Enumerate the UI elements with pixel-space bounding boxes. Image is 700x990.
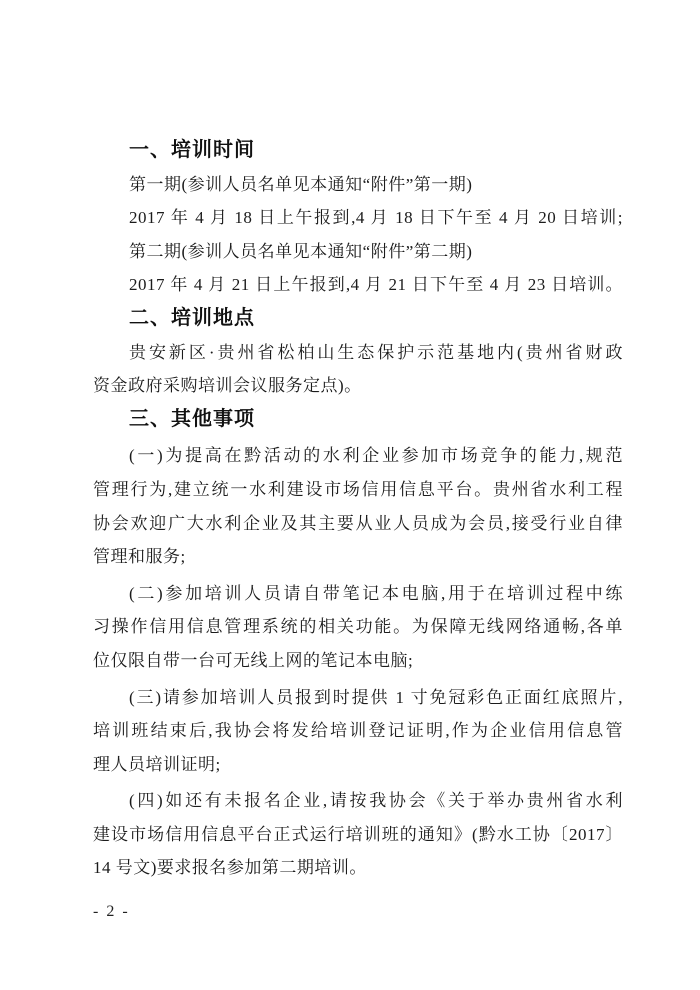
section-2-heading: 二、培训地点 [129, 306, 255, 329]
paragraph-line: (四)如还有未报名企业,请按我协会《关于举办贵州省水利 [129, 791, 623, 811]
paragraph-line: 2017 年 4 月 21 日上午报到,4 月 21 日下午至 4 月 23 日培训。 [129, 275, 623, 295]
paragraph-line: 14 号文)要求报名参加第二期培训。 [93, 858, 367, 878]
paragraph-line: (一)为提高在黔活动的水利企业参加市场竞争的能力,规范 [129, 446, 623, 466]
paragraph-line: 建设市场信用信息平台正式运行培训班的通知》(黔水工协〔2017〕 [93, 824, 623, 844]
paragraph-line: 资金政府采购培训会议服务定点)。 [93, 376, 362, 396]
paragraph-line: 位仅限自带一台可无线上网的笔记本电脑; [93, 650, 414, 670]
document-body [93, 134, 623, 885]
section-3-heading: 三、其他事项 [129, 407, 255, 430]
paragraph-line: (三)请参加培训人员报到时提供 1 寸免冠彩色正面红底照片, [129, 687, 623, 707]
paragraph-line: 管理和服务; [93, 547, 186, 567]
paragraph-line: (二)参加培训人员请自带笔记本电脑,用于在培训过程中练 [129, 583, 623, 603]
paragraph-line: 第二期(参训人员名单见本通知“附件”第二期) [129, 241, 473, 261]
paragraph-line: 培训班结束后,我协会将发给培训登记证明,作为企业信用信息管 [93, 721, 623, 741]
page-number: - 2 - [93, 903, 130, 920]
paragraph-line: 理人员培训证明; [93, 754, 221, 774]
paragraph-line: 2017 年 4 月 18 日上午报到,4 月 18 日下午至 4 月 20 日培训; [129, 208, 623, 228]
section-1-heading: 一、培训时间 [129, 139, 255, 161]
paragraph-line: 协会欢迎广大水利企业及其主要从业人员成为会员,接受行业自律 [93, 513, 623, 533]
paragraph-line: 第一期(参训人员名单见本通知“附件”第一期) [129, 174, 473, 194]
paragraph-line: 贵安新区·贵州省松柏山生态保护示范基地内(贵州省财政 [129, 342, 623, 362]
paragraph-line: 习操作信用信息管理系统的相关功能。为保障无线网络通畅,各单 [93, 617, 623, 637]
paragraph-line: 管理行为,建立统一水利建设市场信用信息平台。贵州省水利工程 [93, 479, 623, 499]
